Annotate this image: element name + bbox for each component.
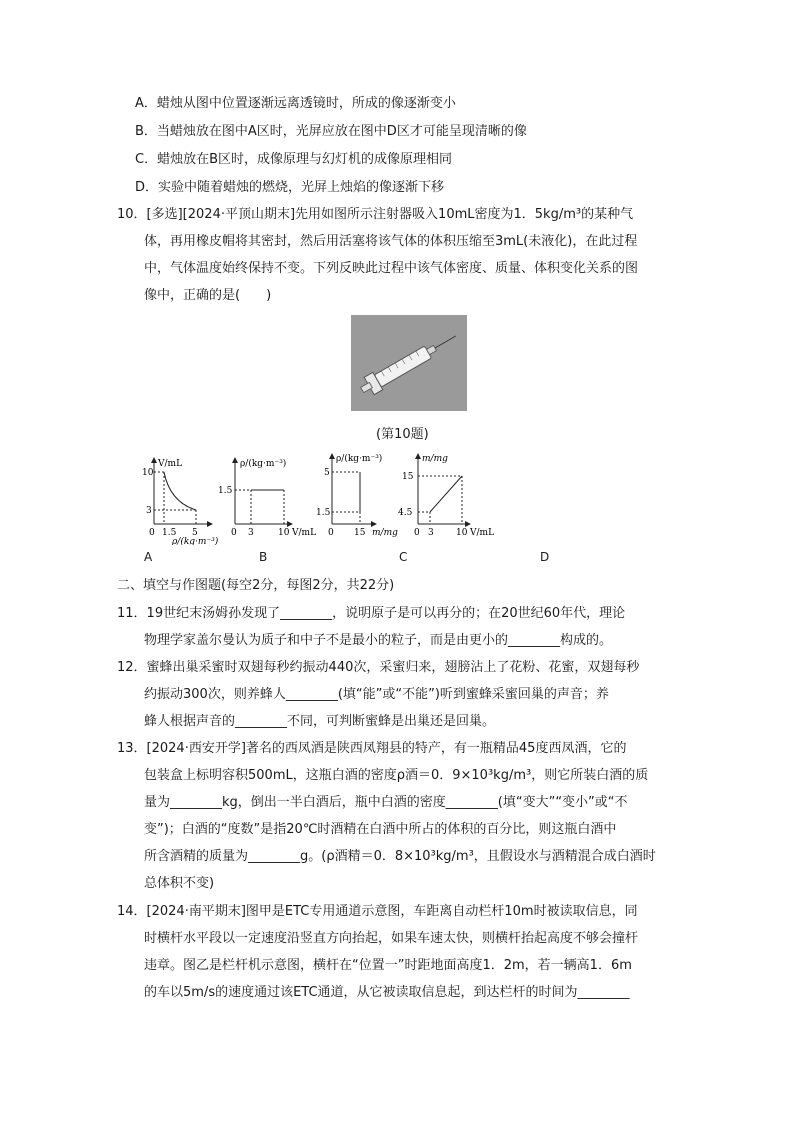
question-12-line-2: 约振动300次，则养蜂人________(填“能”或“不能”)听到蜜蜂采蜜回巢的声音；养 <box>144 687 609 702</box>
question-10-line-2: 体，再用橡皮帽将其密封，然后用活塞将该气体的体积压缩至3mL(未液化)，在此过程 <box>144 234 638 249</box>
graph-c-y-label: ρ/(kg·m⁻³) <box>336 454 383 464</box>
syringe-photo <box>351 315 467 411</box>
section-heading: 二、填空与作图题(每空2分，每图2分，共22分) <box>117 578 395 593</box>
graph-b-x-label: V/mL <box>292 528 317 538</box>
graph-c-tick: 5 <box>324 468 330 478</box>
choice-label-a: A <box>144 550 153 564</box>
graph-a-y-label: V/mL <box>158 459 183 469</box>
graph-d-tick: 4.5 <box>398 508 413 518</box>
graph-c-tick: 15 <box>354 528 366 538</box>
graph-d-tick: 3 <box>428 528 434 538</box>
graph-d <box>398 454 494 538</box>
figure-caption: (第10题) <box>376 427 429 442</box>
question-14-line-1: 14．[2024·南平期末]图甲是ETC专用通道示意图，车距离自动栏杆10m时被读取信息，同 <box>117 904 638 919</box>
question-11-line-2: 物理学家盖尔曼认为质子和中子不是最小的粒子，而是由更小的________构成的。 <box>144 633 613 648</box>
question-13-line-6: 总体积不变) <box>144 876 215 891</box>
question-10-line-1: 10．[多选][2024·平顶山期末]先用如图所示注射器吸入10mL密度为1．5kg/m³的某种气 <box>117 207 634 222</box>
graph-a-tick: 1.5 <box>162 528 177 538</box>
option-c: C．蜡烛放在B区时，成像原理与幻灯机的成像原理相同 <box>135 152 452 167</box>
graph-d-tick: 15 <box>402 472 414 482</box>
graph-b-y-label: ρ/(kg·m⁻³) <box>240 459 287 469</box>
graph-d-tick: 10 <box>456 528 468 538</box>
graph-d-x-label: V/mL <box>470 528 495 538</box>
option-a: A．蜡烛从图中位置逐渐远离透镜时，所成的像逐渐变小 <box>135 96 456 111</box>
graph-a-x-label: ρ/(kg·m⁻³) <box>172 537 219 545</box>
graph-a <box>142 458 219 545</box>
question-14-line-2: 时横杆水平段以一定速度沿竖直方向抬起，如果车速太快，则横杆抬起高度不够会撞杆 <box>144 931 639 946</box>
graph-b <box>218 458 316 538</box>
graph-options <box>140 450 520 545</box>
question-10-line-3: 中，气体温度始终保持不变。下列反映此过程中该气体密度、质量、体积变化关系的图 <box>144 261 639 276</box>
graph-b-tick: 3 <box>248 528 254 538</box>
question-13-line-2: 包装盒上标明容积500mL，这瓶白酒的密度ρ酒＝0．9×10³kg/m³，则它所装白酒的质 <box>144 768 649 783</box>
choice-label-c: C <box>399 550 408 564</box>
graph-a-tick: 3 <box>146 506 152 516</box>
question-13-line-3: 量为________kg，倒出一半白酒后，瓶中白酒的密度________(填“变大”“变小”或“不 <box>144 795 628 810</box>
graph-a-tick: 5 <box>192 528 198 538</box>
choice-label-d: D <box>540 550 550 564</box>
option-b: B．当蜡烛放在图中A区时，光屏应放在图中D区才可能呈现清晰的像 <box>135 124 527 139</box>
question-13-line-1: 13．[2024·西安开学]著名的西凤酒是陕西凤翔县的特产，有一瓶精品45度西凤酒，它的 <box>117 741 627 756</box>
graph-b-tick: 10 <box>278 528 290 538</box>
question-14-line-4: 的车以5m/s的速度通过该ETC通道，从它被读取信息起，到达栏杆的时间为________ <box>144 985 630 1000</box>
question-14-line-3: 违章。图乙是栏杆机示意图，横杆在“位置一”时距地面高度1．2m，若一辆高1．6m <box>144 958 632 973</box>
question-10-line-4: 像中，正确的是( ) <box>144 288 272 303</box>
graph-d-tick: 0 <box>414 528 420 538</box>
option-d: D．实验中随着蜡烛的燃烧，光屏上烛焰的像逐渐下移 <box>135 180 445 195</box>
graph-c <box>316 453 398 538</box>
choice-label-b: B <box>259 550 268 564</box>
graph-c-x-label: m/mg <box>372 528 398 538</box>
graph-b-tick: 0 <box>231 528 237 538</box>
question-13-line-5: 所含酒精的质量为________g。(ρ酒精＝0．8×10³kg/m³，且假设水与酒精混合成白酒时 <box>144 849 656 864</box>
graph-b-tick: 1.5 <box>218 486 233 496</box>
graph-c-tick: 1.5 <box>316 508 331 518</box>
graph-d-y-label: m/mg <box>422 454 448 464</box>
graph-a-tick: 10 <box>142 468 154 478</box>
question-12-line-1: 12．蜜蜂出巢采蜜时双翅每秒约振动440次，采蜜归来，翅膀沾上了花粉、花蜜，双翅每秒 <box>117 660 640 675</box>
question-11-line-1: 11．19世纪末汤姆孙发现了________，说明原子是可以再分的；在20世纪60年代，理论 <box>117 606 626 621</box>
graph-a-tick: 0 <box>149 528 155 538</box>
graph-c-tick: 0 <box>328 528 334 538</box>
question-12-line-3: 蜂人根据声音的________不同，可判断蜜蜂是出巢还是回巢。 <box>144 714 496 729</box>
question-13-line-4: 变”)；白酒的“度数”是指20℃时酒精在白酒中所占的体积的百分比，则这瓶白酒中 <box>144 822 617 837</box>
